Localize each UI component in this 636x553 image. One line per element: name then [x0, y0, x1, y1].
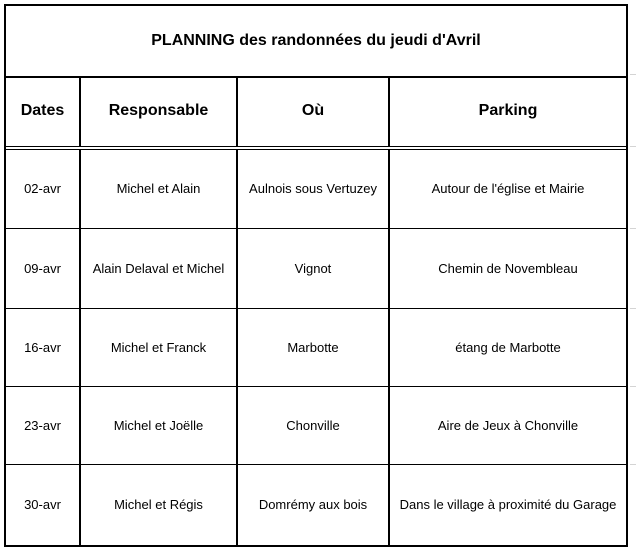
cell-parking: étang de Marbotte: [389, 308, 626, 386]
cell-responsable: Michel et Joëlle: [80, 386, 237, 464]
cell-parking: Aire de Jeux à Chonville: [389, 386, 626, 464]
column-header-responsable: Responsable: [80, 76, 237, 148]
column-header-ou: Où: [237, 76, 389, 148]
cell-responsable: Alain Delaval et Michel: [80, 228, 237, 308]
table-row: [6, 148, 626, 228]
table-row: [6, 308, 626, 386]
sheet-gridline: [630, 74, 636, 75]
cell-responsable: Michel et Alain: [80, 148, 237, 228]
planning-sheet: [4, 4, 628, 547]
cell-ou: Vignot: [237, 228, 389, 308]
header-row: [6, 76, 626, 148]
cell-date: 09-avr: [6, 228, 80, 308]
cell-date: 16-avr: [6, 308, 80, 386]
cell-ou: Aulnois sous Vertuzey: [237, 148, 389, 228]
cell-parking: Chemin de Novembleau: [389, 228, 626, 308]
planning-table: [6, 76, 626, 545]
table-row: [6, 228, 626, 308]
cell-date: 30-avr: [6, 464, 80, 545]
sheet-gridline: [630, 228, 636, 229]
cell-parking: Dans le village à proximité du Garage: [399, 497, 617, 513]
table-row: [6, 386, 626, 464]
cell-ou: Marbotte: [237, 308, 389, 386]
planning-title: PLANNING des randonnées du jeudi d'Avril: [6, 6, 626, 78]
cell-ou: Chonville: [237, 386, 389, 464]
sheet-gridline: [630, 146, 636, 147]
table-row: [6, 464, 626, 545]
cell-responsable: Michel et Franck: [80, 308, 237, 386]
cell-responsable: Michel et Régis: [80, 464, 237, 545]
column-header-parking: Parking: [389, 76, 626, 148]
cell-parking: Autour de l'église et Mairie: [389, 148, 626, 228]
sheet-gridline: [630, 464, 636, 465]
sheet-gridline: [630, 308, 636, 309]
column-header-dates: Dates: [6, 76, 80, 148]
cell-date: 23-avr: [6, 386, 80, 464]
cell-ou: Domrémy aux bois: [237, 464, 389, 545]
cell-date: 02-avr: [6, 148, 80, 228]
sheet-gridline: [630, 386, 636, 387]
